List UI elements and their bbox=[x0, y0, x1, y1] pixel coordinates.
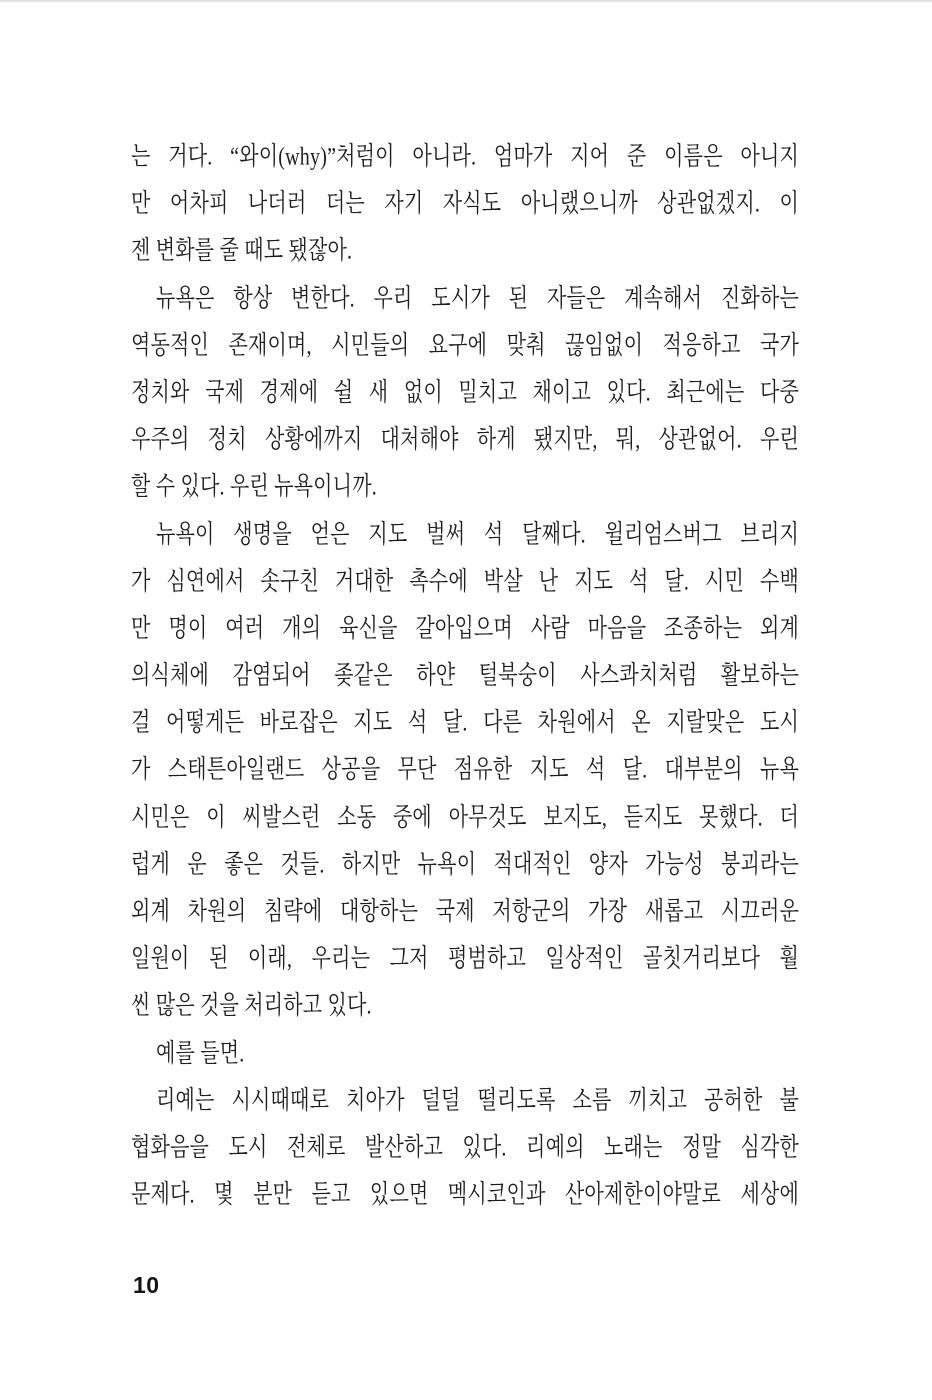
text-line: 일원이 된 이래, 우리는 그저 평범하고 일상적인 골칫거리보다 훨 bbox=[131, 944, 799, 974]
text-line: 리예는 시시때때로 치아가 덜덜 떨리도록 소름 끼치고 공허한 불 bbox=[156, 1086, 799, 1115]
text-line: 의식체에 감염되어 좆같은 하얀 털북숭이 사스콰치처럼 활보하는 bbox=[131, 661, 799, 690]
text-line: 정치와 국제 경제에 쉴 새 없이 밀치고 채이고 있다. 최근에는 다중 bbox=[131, 378, 799, 407]
text-line: 만 어차피 나더러 더는 자기 자식도 아니랬으니까 상관없겠지. 이 bbox=[131, 189, 799, 219]
text-line: 문제다. 몇 분만 듣고 있으면 멕시코인과 산아제한이야말로 세상에 bbox=[131, 1180, 799, 1210]
text-line: 만 명이 여러 개의 육신을 갈아입으며 사람 마음을 조종하는 외계 bbox=[131, 614, 799, 643]
page-text bbox=[131, 134, 799, 1219]
text-line: 가 심연에서 솟구친 거대한 촉수에 박살 난 지도 석 달. 시민 수백 bbox=[131, 567, 799, 596]
text-line: 뉴욕은 항상 변한다. 우리 도시가 된 자들은 계속해서 진화하는 bbox=[156, 284, 799, 313]
text-line: 할 수 있다. 우린 뉴욕이니까. bbox=[131, 473, 377, 502]
scan-edge-artifact bbox=[0, 0, 932, 2]
text-line: 는 거다. “와이(why)”처럼이 아니라. 엄마가 지어 준 이름은 아니지 bbox=[131, 142, 799, 171]
text-line: 외계 차원의 침략에 대항하는 국제 저항군의 가장 새롭고 시끄러운 bbox=[131, 897, 799, 926]
text-line: 젠 변화를 줄 때도 됐잖아. bbox=[131, 237, 353, 266]
text-line: 우주의 정치 상황에까지 대처해야 하게 됐지만, 뭐, 상관없어. 우린 bbox=[131, 425, 799, 455]
paragraph bbox=[131, 134, 799, 276]
paragraph bbox=[131, 1078, 799, 1220]
text-line: 걸 어떻게든 바로잡은 지도 석 달. 다른 차원에서 온 지랄맞은 도시 bbox=[131, 709, 799, 738]
text-line: 럽게 운 좋은 것들. 하지만 뉴욕이 적대적인 양자 가능성 붕괴라는 bbox=[131, 850, 799, 879]
paragraph bbox=[131, 276, 799, 512]
text-line: 역동적인 존재이며, 시민들의 요구에 맞춰 끊임없이 적응하고 국가 bbox=[131, 331, 799, 360]
text-line: 씬 많은 것을 처리하고 있다. bbox=[131, 992, 372, 1021]
text-line: 뉴욕이 생명을 얻은 지도 벌써 석 달째다. 윌리엄스버그 브리지 bbox=[156, 520, 799, 549]
page-number: 10 bbox=[133, 1272, 160, 1298]
text-line: 협화음을 도시 전체로 발산하고 있다. 리예의 노래는 정말 심각한 bbox=[131, 1133, 799, 1162]
text-line: 가 스태튼아일랜드 상공을 무단 점유한 지도 석 달. 대부분의 뉴욕 bbox=[131, 756, 799, 785]
text-line: 예를 들면. bbox=[156, 1039, 245, 1068]
text-line: 시민은 이 씨발스런 소동 중에 아무것도 보지도, 듣지도 못했다. 더 bbox=[131, 803, 799, 832]
paragraph bbox=[131, 512, 799, 1031]
